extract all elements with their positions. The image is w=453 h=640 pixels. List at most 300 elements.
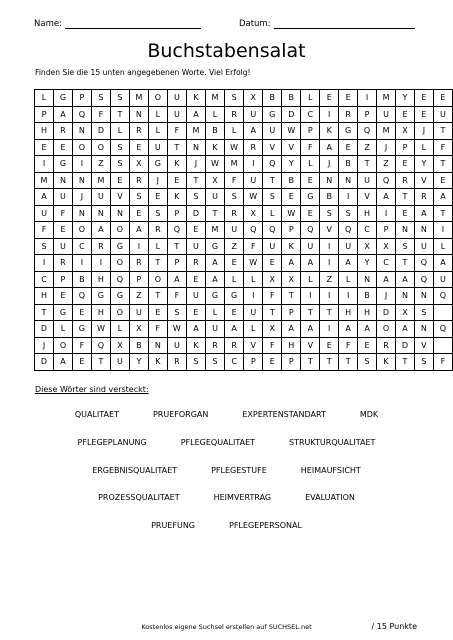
- grid-cell: P: [377, 222, 396, 239]
- name-field[interactable]: [34, 19, 201, 29]
- grid-cell: U: [244, 106, 263, 123]
- grid-cell: A: [339, 255, 358, 272]
- grid-cell: V: [282, 139, 301, 156]
- grid-cell: Z: [91, 156, 110, 173]
- grid-cell: B: [129, 337, 148, 354]
- grid-cell: A: [320, 139, 339, 156]
- grid-cell: M: [225, 156, 244, 173]
- grid-cell: A: [414, 205, 433, 222]
- grid-cell: I: [91, 255, 110, 272]
- grid-cell: T: [186, 172, 205, 189]
- grid-cell: K: [186, 90, 205, 107]
- grid-cell: S: [148, 205, 167, 222]
- grid-cell: R: [129, 172, 148, 189]
- grid-cell: I: [320, 238, 339, 255]
- grid-cell: V: [244, 337, 263, 354]
- grid-cell: W: [225, 139, 244, 156]
- grid-cell: W: [244, 255, 263, 272]
- grid-cell: A: [377, 189, 396, 206]
- grid-cell: F: [167, 123, 186, 140]
- grid-row: [35, 238, 453, 255]
- grid-cell: T: [339, 354, 358, 371]
- grid-cell: E: [433, 90, 452, 107]
- grid-cell: F: [225, 172, 244, 189]
- grid-cell: R: [225, 106, 244, 123]
- grid-cell: S: [110, 90, 129, 107]
- grid-cell: M: [205, 222, 224, 239]
- grid-cell: U: [301, 238, 320, 255]
- grid-cell: I: [72, 255, 91, 272]
- grid-cell: R: [244, 139, 263, 156]
- grid-cell: C: [301, 106, 320, 123]
- grid-cell: T: [205, 205, 224, 222]
- grid-cell: Q: [72, 106, 91, 123]
- grid-cell: U: [148, 139, 167, 156]
- grid-cell: K: [186, 337, 205, 354]
- grid-row: [35, 321, 453, 338]
- grid-cell: R: [91, 238, 110, 255]
- grid-cell: O: [148, 90, 167, 107]
- grid-cell: M: [186, 123, 205, 140]
- grid-cell: O: [148, 271, 167, 288]
- grid-cell: R: [339, 106, 358, 123]
- grid-cell: U: [186, 238, 205, 255]
- grid-cell: W: [205, 156, 224, 173]
- grid-cell: I: [433, 222, 452, 239]
- grid-cell: T: [396, 354, 415, 371]
- grid-cell: L: [205, 106, 224, 123]
- grid-cell: T: [433, 156, 452, 173]
- grid-cell: U: [414, 238, 433, 255]
- grid-cell: V: [358, 189, 377, 206]
- grid-cell: U: [54, 238, 73, 255]
- grid-cell: L: [301, 156, 320, 173]
- grid-cell: S: [263, 189, 282, 206]
- page-title: Buchstabensalat: [147, 40, 306, 62]
- grid-cell: E: [54, 288, 73, 305]
- grid-cell: U: [186, 288, 205, 305]
- grid-cell: U: [205, 189, 224, 206]
- grid-cell: G: [148, 156, 167, 173]
- grid-cell: Y: [358, 255, 377, 272]
- grid-row: [35, 123, 453, 140]
- grid-cell: Q: [414, 271, 433, 288]
- grid-cell: S: [414, 354, 433, 371]
- grid-cell: G: [205, 238, 224, 255]
- grid-cell: A: [186, 321, 205, 338]
- grid-cell: A: [377, 271, 396, 288]
- grid-cell: G: [72, 321, 91, 338]
- grid-cell: E: [186, 271, 205, 288]
- grid-cell: M: [377, 90, 396, 107]
- grid-cell: N: [72, 205, 91, 222]
- grid-cell: L: [148, 238, 167, 255]
- grid-row: [35, 172, 453, 189]
- grid-cell: W: [91, 321, 110, 338]
- grid-cell: Q: [433, 321, 452, 338]
- grid-cell: K: [377, 354, 396, 371]
- grid-cell: S: [320, 205, 339, 222]
- grid-cell: N: [396, 288, 415, 305]
- grid-cell: Q: [263, 222, 282, 239]
- grid-cell: G: [54, 304, 73, 321]
- grid-cell: K: [148, 354, 167, 371]
- grid-cell: N: [414, 222, 433, 239]
- grid-cell: H: [358, 304, 377, 321]
- grid-cell: Q: [72, 288, 91, 305]
- grid-cell: L: [225, 271, 244, 288]
- grid-cell: H: [91, 304, 110, 321]
- grid-cell: W: [282, 123, 301, 140]
- grid-cell: E: [301, 205, 320, 222]
- hidden-word: PFLEGEPERSONAL: [229, 521, 302, 530]
- grid-cell: U: [35, 205, 54, 222]
- grid-cell: U: [225, 222, 244, 239]
- grid-cell: Q: [263, 156, 282, 173]
- grid-cell: F: [433, 139, 452, 156]
- grid-cell: I: [244, 288, 263, 305]
- grid-cell: D: [35, 354, 54, 371]
- grid-cell: G: [110, 288, 129, 305]
- grid-cell: F: [35, 222, 54, 239]
- grid-cell: A: [282, 255, 301, 272]
- grid-row: [35, 304, 453, 321]
- grid-cell: E: [358, 337, 377, 354]
- grid-cell: U: [433, 271, 452, 288]
- grid-cell: I: [339, 189, 358, 206]
- grid-cell: Q: [110, 271, 129, 288]
- grid-cell: N: [320, 172, 339, 189]
- grid-cell: A: [54, 106, 73, 123]
- grid-cell: E: [167, 172, 186, 189]
- grid-cell: U: [433, 106, 452, 123]
- grid-cell: S: [91, 90, 110, 107]
- grid-cell: K: [205, 139, 224, 156]
- grid-cell: N: [72, 172, 91, 189]
- grid-cell: O: [377, 321, 396, 338]
- grid-cell: T: [148, 288, 167, 305]
- grid-cell: N: [414, 321, 433, 338]
- grid-cell: K: [282, 238, 301, 255]
- grid-cell: E: [54, 222, 73, 239]
- grid-cell: A: [54, 354, 73, 371]
- grid-cell: U: [244, 304, 263, 321]
- grid-cell: D: [377, 304, 396, 321]
- grid-cell: I: [358, 90, 377, 107]
- grid-cell: L: [148, 106, 167, 123]
- grid-cell: W: [167, 321, 186, 338]
- grid-cell: F: [148, 321, 167, 338]
- grid-cell: V: [110, 189, 129, 206]
- grid-cell: S: [186, 354, 205, 371]
- grid-cell: L: [414, 139, 433, 156]
- grid-cell: E: [148, 304, 167, 321]
- grid-cell: A: [301, 321, 320, 338]
- grid-cell: G: [205, 288, 224, 305]
- grid-cell: A: [282, 321, 301, 338]
- grid-cell: P: [167, 205, 186, 222]
- grid-cell: E: [129, 205, 148, 222]
- date-label: Datum:: [238, 19, 271, 29]
- hidden-word: HEIMVERTRAG: [213, 493, 272, 502]
- grid-cell: O: [72, 222, 91, 239]
- grid-cell: N: [72, 123, 91, 140]
- grid-cell: L: [110, 321, 129, 338]
- grid-cell: I: [320, 106, 339, 123]
- grid-cell: K: [320, 123, 339, 140]
- hidden-word: EVALUATION: [305, 493, 355, 502]
- grid-cell: U: [263, 238, 282, 255]
- grid-cell: G: [54, 90, 73, 107]
- grid-cell: U: [377, 106, 396, 123]
- grid-cell: Z: [358, 139, 377, 156]
- grid-cell: E: [186, 304, 205, 321]
- grid-cell: U: [167, 337, 186, 354]
- grid-cell: O: [110, 222, 129, 239]
- grid-cell: J: [186, 156, 205, 173]
- instructions: Finden Sie die 15 unten angegebenen Worte. Viel Erfolg!: [35, 68, 251, 77]
- grid-cell: R: [54, 255, 73, 272]
- grid-cell: T: [167, 139, 186, 156]
- grid-cell: A: [35, 189, 54, 206]
- grid-cell: X: [244, 90, 263, 107]
- grid-cell: X: [205, 172, 224, 189]
- grid-cell: Z: [129, 288, 148, 305]
- grid-cell: X: [263, 321, 282, 338]
- grid-cell: G: [339, 123, 358, 140]
- grid-cell: E: [414, 90, 433, 107]
- grid-cell: A: [186, 106, 205, 123]
- grid-cell: R: [148, 222, 167, 239]
- grid-cell: C: [377, 255, 396, 272]
- grid-cell: H: [358, 205, 377, 222]
- grid-cell: U: [263, 123, 282, 140]
- grid-cell: Z: [225, 238, 244, 255]
- grid-cell: T: [433, 205, 452, 222]
- grid-cell: S: [225, 189, 244, 206]
- grid-cell: T: [35, 304, 54, 321]
- grid-cell: L: [110, 123, 129, 140]
- grid-cell: E: [282, 189, 301, 206]
- grid-cell: N: [358, 271, 377, 288]
- grid-cell: H: [35, 123, 54, 140]
- grid-cell: D: [396, 337, 415, 354]
- date-underline[interactable]: [274, 19, 415, 29]
- grid-cell: O: [110, 304, 129, 321]
- hidden-word: ERGEBNISQUALITAET: [92, 466, 178, 475]
- grid-cell: L: [54, 321, 73, 338]
- grid-cell: T: [358, 156, 377, 173]
- grid-cell: E: [225, 304, 244, 321]
- grid-cell: R: [205, 337, 224, 354]
- grid-cell: E: [433, 172, 452, 189]
- grid-cell: S: [225, 90, 244, 107]
- grid-cell: U: [358, 172, 377, 189]
- grid-cell: K: [167, 156, 186, 173]
- name-label: Name:: [34, 19, 62, 29]
- grid-cell: U: [54, 189, 73, 206]
- grid-cell: X: [396, 123, 415, 140]
- grid-cell: Q: [433, 288, 452, 305]
- grid-cell: Q: [167, 222, 186, 239]
- grid-cell: P: [244, 354, 263, 371]
- grid-cell: E: [129, 139, 148, 156]
- grid-cell: S: [396, 238, 415, 255]
- grid-cell: P: [72, 90, 91, 107]
- grid-cell: L: [244, 321, 263, 338]
- grid-cell: R: [377, 337, 396, 354]
- word-row: [0, 438, 453, 447]
- grid-cell: J: [377, 288, 396, 305]
- grid-cell: V: [263, 139, 282, 156]
- grid-cell: L: [263, 205, 282, 222]
- grid-cell: Q: [91, 337, 110, 354]
- grid-cell: A: [433, 255, 452, 272]
- word-row: [0, 493, 453, 502]
- grid-cell: T: [91, 354, 110, 371]
- grid-cell: O: [72, 139, 91, 156]
- grid-cell: R: [167, 354, 186, 371]
- grid-cell: S: [35, 238, 54, 255]
- grid-cell: X: [358, 238, 377, 255]
- grid-cell: A: [205, 271, 224, 288]
- grid-cell: I: [320, 288, 339, 305]
- grid-cell: N: [110, 205, 129, 222]
- grid-cell: G: [263, 106, 282, 123]
- grid-cell: S: [110, 156, 129, 173]
- grid-cell: S: [339, 205, 358, 222]
- grid-cell: U: [339, 238, 358, 255]
- grid-cell: W: [244, 189, 263, 206]
- header-line: [34, 15, 420, 29]
- grid-cell: E: [339, 139, 358, 156]
- grid-cell: P: [282, 222, 301, 239]
- hidden-word: HEIMAUFSICHT: [300, 466, 361, 475]
- grid-cell: R: [129, 255, 148, 272]
- grid-cell: I: [377, 205, 396, 222]
- grid-cell: F: [433, 354, 452, 371]
- grid-cell: R: [396, 172, 415, 189]
- grid-cell: Q: [301, 222, 320, 239]
- grid-cell: S: [358, 354, 377, 371]
- grid-cell: E: [414, 106, 433, 123]
- grid-cell: E: [320, 337, 339, 354]
- word-row: [0, 521, 453, 530]
- grid-cell: F: [301, 139, 320, 156]
- grid-cell: O: [54, 337, 73, 354]
- grid-cell: T: [167, 238, 186, 255]
- grid-cell: A: [339, 321, 358, 338]
- grid-cell: Q: [244, 222, 263, 239]
- grid-cell: X: [244, 205, 263, 222]
- grid-cell: L: [35, 90, 54, 107]
- grid-cell: T: [301, 354, 320, 371]
- grid-cell: E: [110, 172, 129, 189]
- grid-cell: E: [54, 139, 73, 156]
- grid-cell: E: [301, 172, 320, 189]
- grid-cell: T: [148, 255, 167, 272]
- grid-cell: H: [91, 271, 110, 288]
- grid-cell: I: [320, 321, 339, 338]
- grid-cell: E: [225, 255, 244, 272]
- grid-cell: F: [263, 288, 282, 305]
- grid-cell: V: [320, 222, 339, 239]
- hidden-word: PROZESSQUALITAET: [98, 493, 180, 502]
- grid-cell: U: [205, 321, 224, 338]
- grid-cell: A: [205, 255, 224, 272]
- grid-cell: L: [225, 123, 244, 140]
- grid-cell: R: [186, 255, 205, 272]
- grid-cell: E: [186, 222, 205, 239]
- grid-cell: A: [225, 321, 244, 338]
- grid-cell: F: [339, 337, 358, 354]
- grid-cell: A: [301, 255, 320, 272]
- grid-cell: V: [414, 172, 433, 189]
- grid-cell: T: [110, 106, 129, 123]
- grid-cell: L: [301, 271, 320, 288]
- date-field[interactable]: [239, 19, 415, 29]
- grid-cell: N: [414, 288, 433, 305]
- grid-cell: F: [244, 238, 263, 255]
- grid-cell: P: [301, 123, 320, 140]
- grid-cell: N: [396, 222, 415, 239]
- grid-cell: X: [110, 337, 129, 354]
- grid-cell: R: [225, 337, 244, 354]
- grid-cell: Q: [358, 123, 377, 140]
- grid-cell: U: [244, 172, 263, 189]
- grid-cell: S: [110, 139, 129, 156]
- grid-row: [35, 189, 453, 206]
- grid-cell: D: [91, 123, 110, 140]
- grid-cell: B: [72, 271, 91, 288]
- grid-cell: [433, 337, 452, 354]
- grid-cell: L: [148, 123, 167, 140]
- grid-cell: J: [148, 172, 167, 189]
- grid-cell: P: [282, 354, 301, 371]
- grid-cell: E: [148, 189, 167, 206]
- grid-cell: T: [433, 123, 452, 140]
- grid-cell: X: [129, 321, 148, 338]
- grid-cell: L: [339, 271, 358, 288]
- grid-row: [35, 354, 453, 371]
- grid-cell: P: [358, 106, 377, 123]
- grid-cell: E: [263, 354, 282, 371]
- grid-cell: S: [129, 189, 148, 206]
- grid-cell: G: [110, 238, 129, 255]
- grid-cell: B: [358, 288, 377, 305]
- grid-cell: T: [396, 189, 415, 206]
- grid-cell: I: [35, 156, 54, 173]
- grid-cell: Y: [282, 156, 301, 173]
- grid-cell: R: [129, 123, 148, 140]
- grid-cell: S: [205, 354, 224, 371]
- grid-cell: U: [129, 304, 148, 321]
- grid-cell: X: [263, 271, 282, 288]
- grid-cell: Y: [414, 156, 433, 173]
- grid-cell: I: [320, 255, 339, 272]
- grid-cell: T: [263, 304, 282, 321]
- grid-cell: B: [282, 90, 301, 107]
- grid-cell: B: [205, 123, 224, 140]
- grid-cell: I: [244, 156, 263, 173]
- grid-cell: L: [301, 90, 320, 107]
- grid-cell: I: [72, 156, 91, 173]
- grid-cell: N: [148, 337, 167, 354]
- grid-cell: F: [54, 205, 73, 222]
- grid-row: [35, 255, 453, 272]
- grid-cell: Z: [377, 156, 396, 173]
- name-underline[interactable]: [65, 19, 201, 29]
